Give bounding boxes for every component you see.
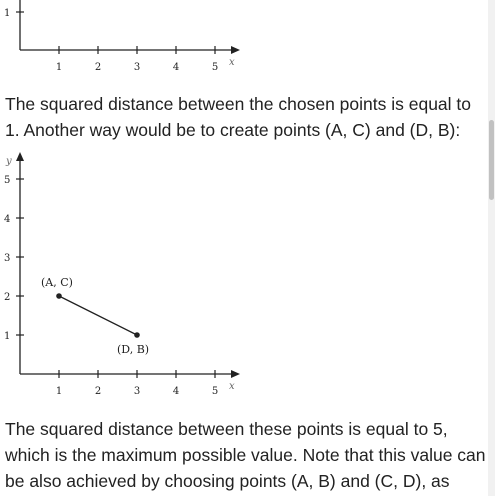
- x-tick-label: 4: [172, 62, 180, 73]
- x-tick-label: 1: [55, 62, 63, 73]
- point-label: (A, C): [41, 276, 73, 289]
- y-tick-label: 5: [4, 175, 11, 186]
- x-axis-arrow: [231, 370, 240, 378]
- page-scrollbar[interactable]: [488, 0, 495, 496]
- data-point: [56, 293, 62, 299]
- y-tick-label: 1: [4, 331, 11, 342]
- y-tick-label: 2: [4, 292, 11, 303]
- x-axis-label: x: [229, 57, 235, 68]
- x-tick-label: 3: [133, 62, 141, 73]
- y-tick-label: 4: [4, 214, 11, 225]
- points-plot: [0, 150, 260, 400]
- paragraph-1: The squared distance between the chosen points is equal to 1. Another way would be to create points (A, C) and (D, B):: [5, 94, 472, 140]
- y-tick-label: 1: [4, 8, 11, 19]
- top-plot: [0, 0, 260, 80]
- x-tick-label: 3: [133, 386, 141, 397]
- connecting-segment: [59, 296, 137, 335]
- x-tick-label: 2: [94, 386, 102, 397]
- y-axis-label: y: [6, 156, 12, 167]
- x-axis-label: x: [229, 381, 235, 392]
- x-tick-label: 5: [211, 386, 219, 397]
- data-marks: [41, 276, 149, 356]
- data-point: [134, 332, 140, 338]
- y-tick-label: 3: [4, 253, 11, 264]
- y-ticks: [4, 175, 24, 342]
- x-tick-label: 1: [55, 386, 63, 397]
- x-axis-arrow: [231, 46, 240, 54]
- scrollbar-thumb[interactable]: [489, 120, 494, 200]
- x-tick-label: 4: [172, 386, 180, 397]
- x-tick-label: 2: [94, 62, 102, 73]
- x-tick-label: 5: [211, 62, 219, 73]
- paragraph-2: The squared distance between these points is equal to 5, which is the maximum possible value. Note that this value can be also achieved by choosing points (A, B) and (C, D), as: [5, 419, 486, 491]
- point-label: (D, B): [117, 343, 150, 356]
